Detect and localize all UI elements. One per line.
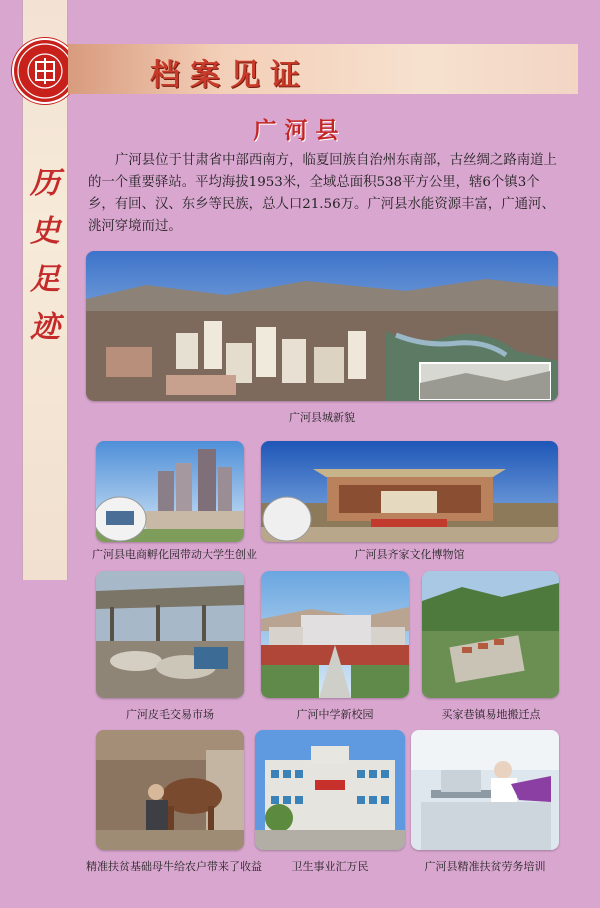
caption-cattle: 精准扶贫基础母牛给农户带来了收益 bbox=[86, 860, 262, 873]
vertical-title-char: 史 bbox=[30, 214, 60, 249]
health-photo bbox=[255, 730, 405, 850]
caption-ecommerce: 广河县电商孵化园带动大学生创业 bbox=[92, 548, 257, 561]
school-photo bbox=[261, 571, 409, 698]
caption-city: 广河县城新貌 bbox=[289, 411, 355, 424]
relocation-photo bbox=[422, 571, 559, 698]
caption-market: 广河皮毛交易市场 bbox=[126, 708, 214, 721]
vertical-title-char: 历 bbox=[30, 166, 60, 201]
training-photo bbox=[411, 730, 559, 850]
caption-school: 广河中学新校园 bbox=[296, 708, 374, 721]
ecommerce-photo bbox=[96, 441, 244, 542]
vertical-title-char: 迹 bbox=[30, 310, 60, 345]
cattle-photo bbox=[96, 730, 244, 850]
museum-photo bbox=[261, 441, 558, 542]
caption-health: 卫生事业汇万民 bbox=[291, 860, 369, 873]
vertical-title bbox=[24, 160, 66, 352]
market-photo bbox=[96, 571, 244, 698]
county-title: 广河县 bbox=[253, 117, 347, 144]
banner bbox=[68, 44, 578, 94]
intro-paragraph: 广河县位于甘肃省中部西南方，临夏回族自治州东南部，古丝绸之路南道上的一个重要驿站。平均海拔1953米，全域总面积538平方公里，辖6个镇3个乡，有回、汉、东乡等民族，总人口21.56万。广河县水能资源丰富，广通河、洮河穿境而过。 bbox=[88, 153, 557, 234]
caption-training: 广河县精准扶贫劳务培训 bbox=[424, 860, 546, 873]
caption-museum: 广河县齐家文化博物馆 bbox=[354, 548, 465, 561]
banner-title: 档案见证 bbox=[150, 58, 310, 93]
caption-relocation: 买家巷镇易地搬迁点 bbox=[441, 708, 541, 721]
vertical-title-char: 足 bbox=[30, 262, 60, 297]
city-photo bbox=[86, 251, 558, 401]
